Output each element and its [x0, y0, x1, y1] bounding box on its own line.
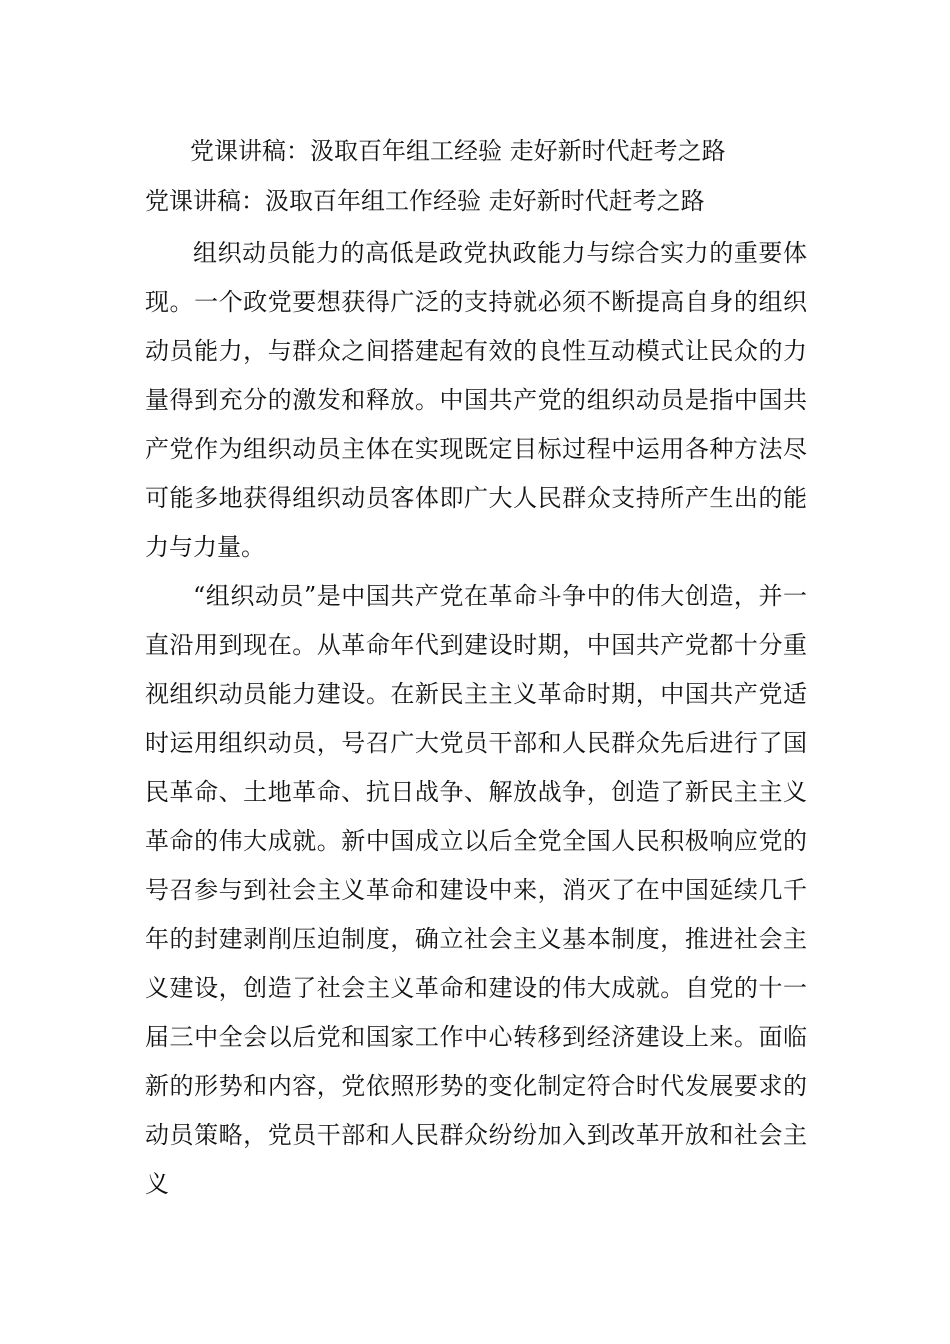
body-paragraph: “组织动员”是中国共产党在革命斗争中的伟大创造，并一直沿用到现在。从革命年代到建设时期，中国共产党都十分重视组织动员能力建设。在新民主主义革命时期，中国共产党适时运用组织动员，号召广大党员干部和人民群众先后进行了国民革命、土地革命、抗日战争、解放战争，创造了新民主主义革命的伟大成就。新中国成立以后全党全国人民积极响应党的号召参与到社会主义革命和建设中来，消灭了在中国延续几千年的封建剥削压迫制度，确立社会主义基本制度，推进社会主义建设，创造了社会主义革命和建设的伟大成就。自党的十一届三中全会以后党和国家工作中心转移到经济建设上来。面临新的形势和内容，党依照形势的变化制定符合时代发展要求的动员策略，党员干部和人民群众纷纷加入到改革开放和社会主义	[145, 582, 807, 1198]
document-body	[145, 229, 807, 1209]
document-subtitle: 党课讲稿：汲取百年组工作经验 走好新时代赶考之路	[145, 187, 705, 215]
body-paragraph: 组织动员能力的高低是政党执政能力与综合实力的重要体现。一个政党要想获得广泛的支持就必须不断提高自身的组织动员能力，与群众之间搭建起有效的良性互动模式让民众的力量得到充分的激发和释放。中国共产党的组织动员是指中国共产党作为组织动员主体在实现既定目标过程中运用各种方法尽可能多地获得组织动员客体即广大人民群众支持所产生出的能力与力量。	[145, 239, 807, 561]
document-title: 党课讲稿：汲取百年组工经验 走好新时代赶考之路	[190, 137, 726, 165]
